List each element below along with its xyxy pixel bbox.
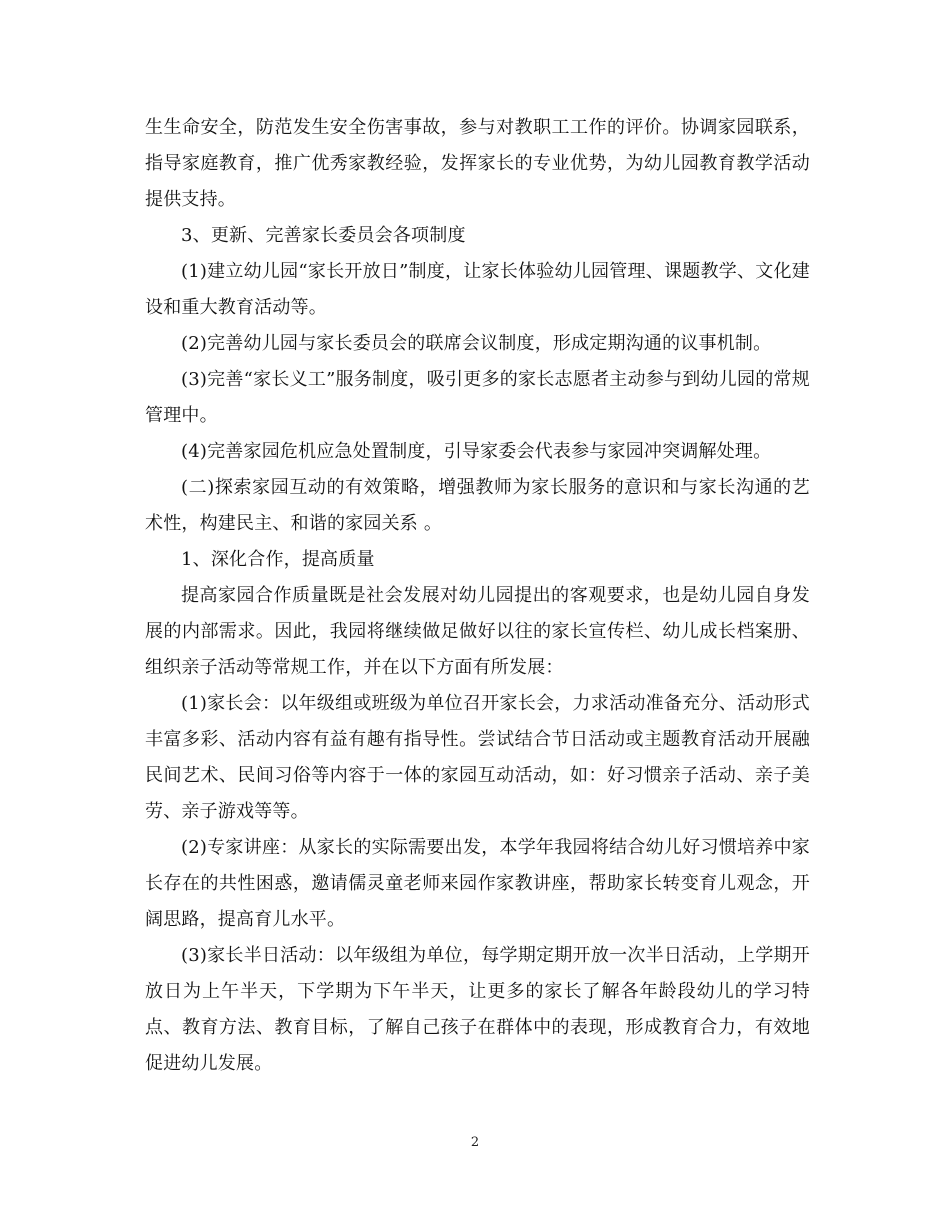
list-item-4: (4)完善家园危机应急处置制度，引导家委会代表参与家园冲突调解处理。 [181,441,772,462]
page-number: 2 [470,1135,480,1150]
list-item-2: (2)完善幼儿园与家长委员会的联席会议制度，形成定期沟通的议事机制。 [181,333,772,354]
section-heading-3: 3、更新、完善家长委员会各项制度 [181,225,466,246]
list-item-half-day-activity: (3)家长半日活动：以年级组为单位，每学期定期开放一次半日活动，上学期开放日为上午半天，下学期为下午半天，让更多的家长了解各年龄段幼儿的学习特点、教育方法、教育目标，了解自己孩子在群体中的表现，形成教育合力，有效地促进幼儿发展。 [145,945,810,1074]
document-body [145,110,810,1082]
subsection-heading-1: 1、深化合作，提高质量 [181,549,375,570]
paragraph-intro: 提高家园合作质量既是社会发展对幼儿园提出的客观要求，也是幼儿园自身发展的内部需求。因此，我园将继续做足做好以往的家长宣传栏、幼儿成长档案册、组织亲子活动等常规工作，并在以下方面有所发展： [145,585,810,678]
list-item-3: (3)完善“家长义工”服务制度，吸引更多的家长志愿者主动参与到幼儿园的常规管理中。 [145,369,810,426]
paragraph-continued: 生生命安全，防范发生安全伤害事故，参与对教职工工作的评价。协调家园联系，指导家庭教育，推广优秀家教经验，发挥家长的专业优势，为幼儿园教育教学活动提供支持。 [145,117,810,210]
section-heading-2: (二)探索家园互动的有效策略，增强教师为家长服务的意识和与家长沟通的艺术性，构建民主、和谐的家园关系 。 [145,477,810,534]
list-item-expert-lecture: (2)专家讲座：从家长的实际需要出发，本学年我园将结合幼儿好习惯培养中家长存在的共性困惑，邀请儒灵童老师来园作家教讲座，帮助家长转变育儿观念，开阔思路，提高育儿水平。 [145,837,810,930]
list-item-parent-meeting: (1)家长会：以年级组或班级为单位召开家长会，力求活动准备充分、活动形式丰富多彩、活动内容有益有趣有指导性。尝试结合节日活动或主题教育活动开展融民间艺术、民间习俗等内容于一体的家园互动活动，如：好习惯亲子活动、亲子美劳、亲子游戏等等。 [145,693,810,822]
list-item-1: (1)建立幼儿园“家长开放日”制度，让家长体验幼儿园管理、课题教学、文化建设和重大教育活动等。 [145,261,810,318]
